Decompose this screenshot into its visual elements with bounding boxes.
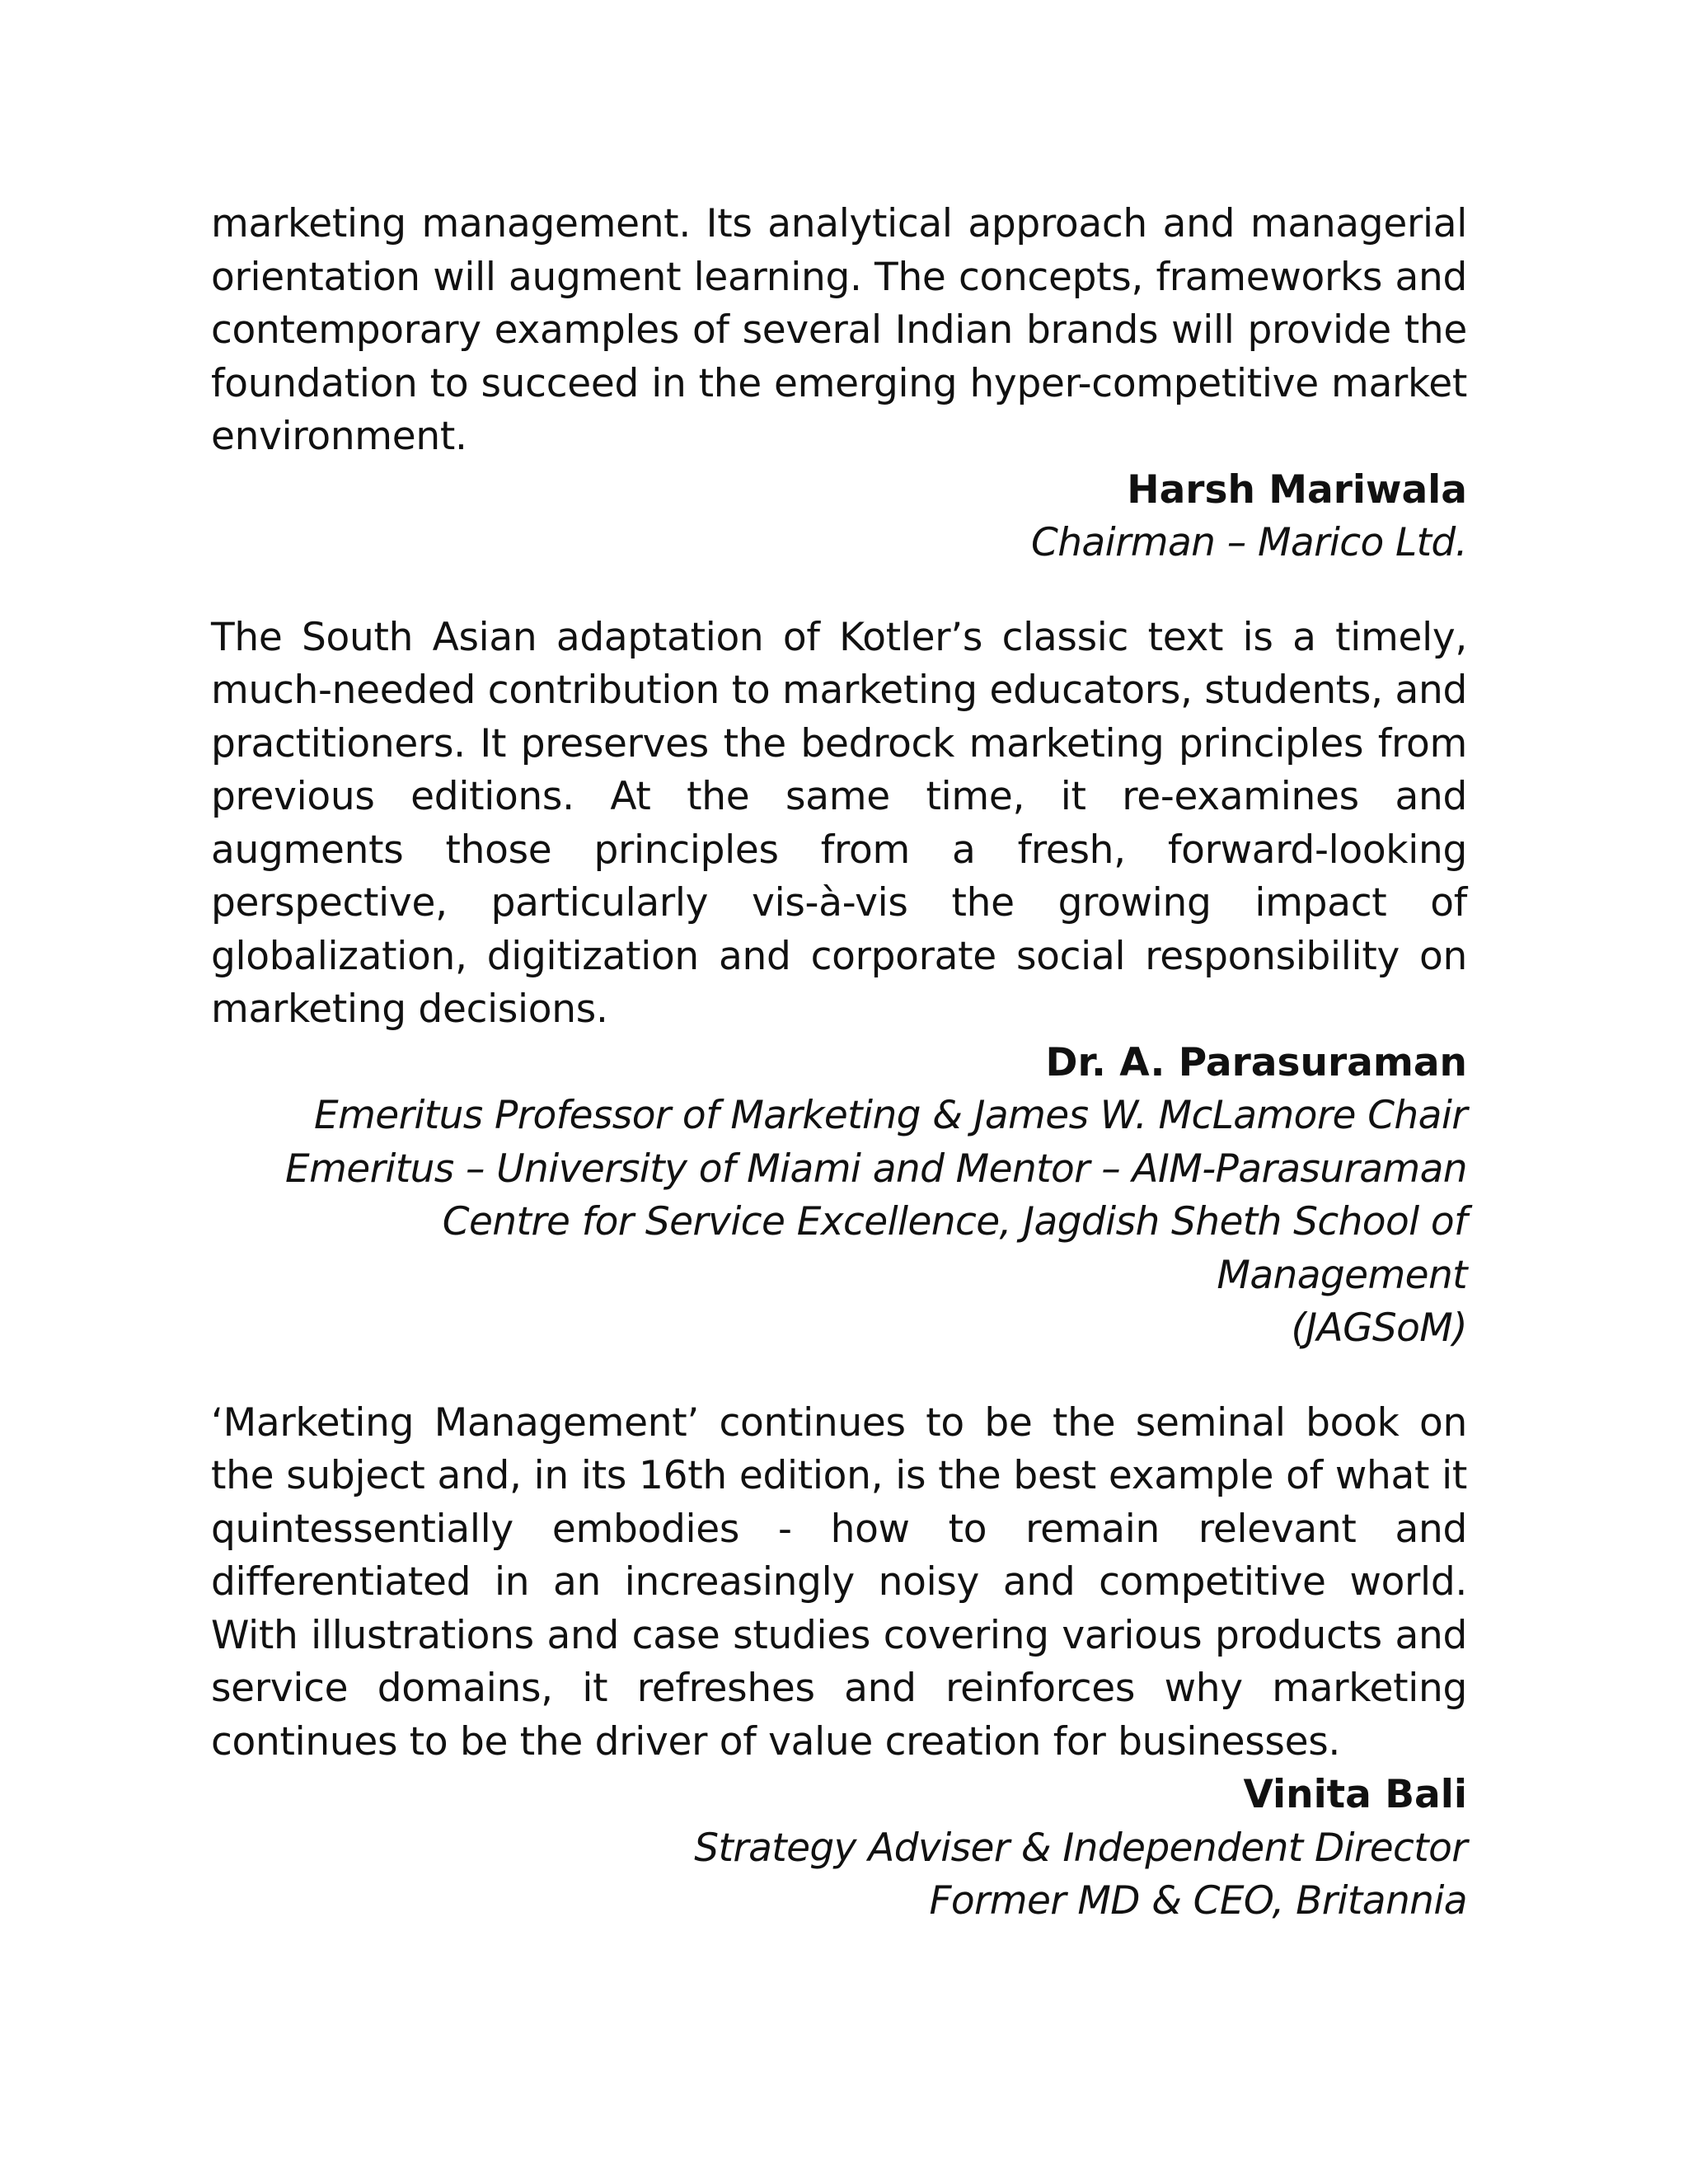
author-title: (JAGSoM) [1291, 1305, 1467, 1351]
signature-block [211, 1037, 1467, 1356]
author-name: Vinita Bali [1243, 1772, 1467, 1817]
spacer [211, 1356, 1467, 1397]
testimonial-bali [211, 1397, 1467, 1929]
author-title: Centre for Service Excellence, Jagdish Sheth School of Management [442, 1199, 1467, 1298]
testimonial-text: marketing management. Its analytical approach and managerial orientation will augment learning. The concepts, frameworks and contemporary examples of several Indian brands will provide the foundation to succeed in the emerging hyper-competitive market environment. [211, 201, 1467, 459]
author-name: Harsh Mariwala [1127, 466, 1467, 513]
testimonial-text: ‘Marketing Management’ continues to be the seminal book on the subject and, in its 16th edition, is the best example of what it quintessentially embodies - how to remain relevant and differentiated in an increasingly noisy and competitive world. With illustrations and case studies covering various products and service domains, it refreshes and reinforces why marketing continues to be the driver of value creation for businesses. [211, 1399, 1467, 1765]
page-content [211, 198, 1467, 1929]
author-name: Dr. A. Parasuraman [1045, 1039, 1467, 1085]
author-title: Emeritus – University of Miami and Mentor – AIM-Parasuraman [285, 1146, 1467, 1192]
testimonial-text: The South Asian adaptation of Kotler’s classic text is a timely, much-needed contribution to marketing educators, students, and practitioners. It preserves the bedrock marketing principles from previous editions. At the same time, it re-examines and augments those principles from a fresh, forward-looking perspective, particularly vis-à-vis the growing impact of globalization, digitization and corporate social responsibility on marketing decisions. [211, 614, 1467, 1032]
signature-block [211, 464, 1467, 570]
author-title: Former MD & CEO, Britannia [929, 1878, 1467, 1924]
spacer [211, 570, 1467, 612]
testimonial-mariwala [211, 198, 1467, 570]
testimonial-parasuraman [211, 612, 1467, 1356]
signature-block [211, 1769, 1467, 1929]
author-title: Emeritus Professor of Marketing & James W. McLamore Chair [314, 1093, 1467, 1138]
author-title: Strategy Adviser & Independent Director [694, 1825, 1467, 1871]
author-title: Chairman – Marico Ltd. [1031, 520, 1467, 565]
